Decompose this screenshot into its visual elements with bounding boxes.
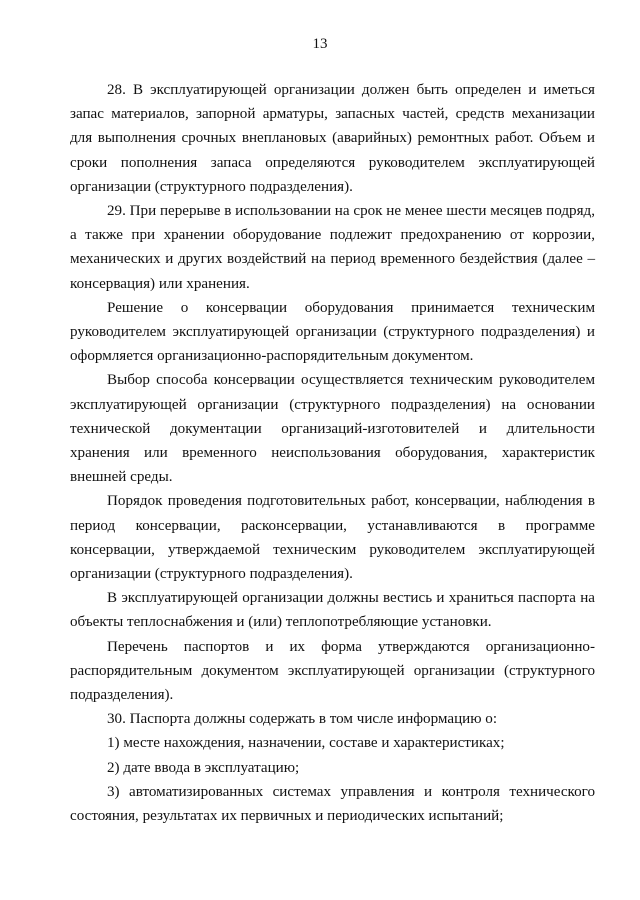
page-number: 13 [312, 36, 328, 52]
list-item-2: 2) дате ввода в эксплуатацию; [107, 759, 300, 776]
paragraph-procedure: Порядок проведения подготовительных работ, консервации, наблюдения в период консервации, расконсервации, устанавливаются в программе консервации, утверждаемой техническим руководителем эксплуатирующей организации (структурного подразделения). [70, 493, 595, 583]
paragraph-passports: В эксплуатирующей организации должны вестись и храниться паспорта на объекты теплоснабжения и (или) теплопотребляющие установки. [70, 590, 595, 631]
document-body [70, 78, 595, 828]
paragraph-29: 29. При перерыве в использовании на срок не менее шести месяцев подряд, а также при хранении оборудование подлежит предохранению от коррозии, механических и других воздействий на период временного бездействия (далее – консервация) или хранения. [70, 203, 595, 292]
paragraph-30: 30. Паспорта должны содержать в том числе информацию о: [107, 711, 498, 728]
paragraph-method: Выбор способа консервации осуществляется техническим руководителем эксплуатирующей организации (структурного подразделения) на основании технической документации организаций-изготовителей и длительности хранения или временного неиспользования оборудования, характеристик внешней среды. [70, 372, 595, 486]
list-item-1: 1) месте нахождения, назначении, составе и характеристиках; [107, 735, 505, 752]
list-item-3: 3) автоматизированных системах управления и контроля технического состояния, результатах их первичных и периодических испытаний; [70, 783, 595, 825]
paragraph-passport-list: Перечень паспортов и их форма утверждаются организационно-распорядительным документом эксплуатирующей организации (структурного подразделения). [70, 638, 595, 704]
paragraph-decision: Решение о консервации оборудования принимается техническим руководителем эксплуатирующей организации (структурного подразделения) и оформляется организационно-распорядительным документом. [70, 299, 595, 365]
paragraph-28: 28. В эксплуатирующей организации должен быть определен и иметься запас материалов, запорной арматуры, запасных частей, средств механизации для выполнения срочных внеплановых (аварийных) ремонтных работ. Объем и сроки пополнения запаса определяются руководителем эксплуатирующей организации (структурного подразделения). [70, 82, 595, 195]
